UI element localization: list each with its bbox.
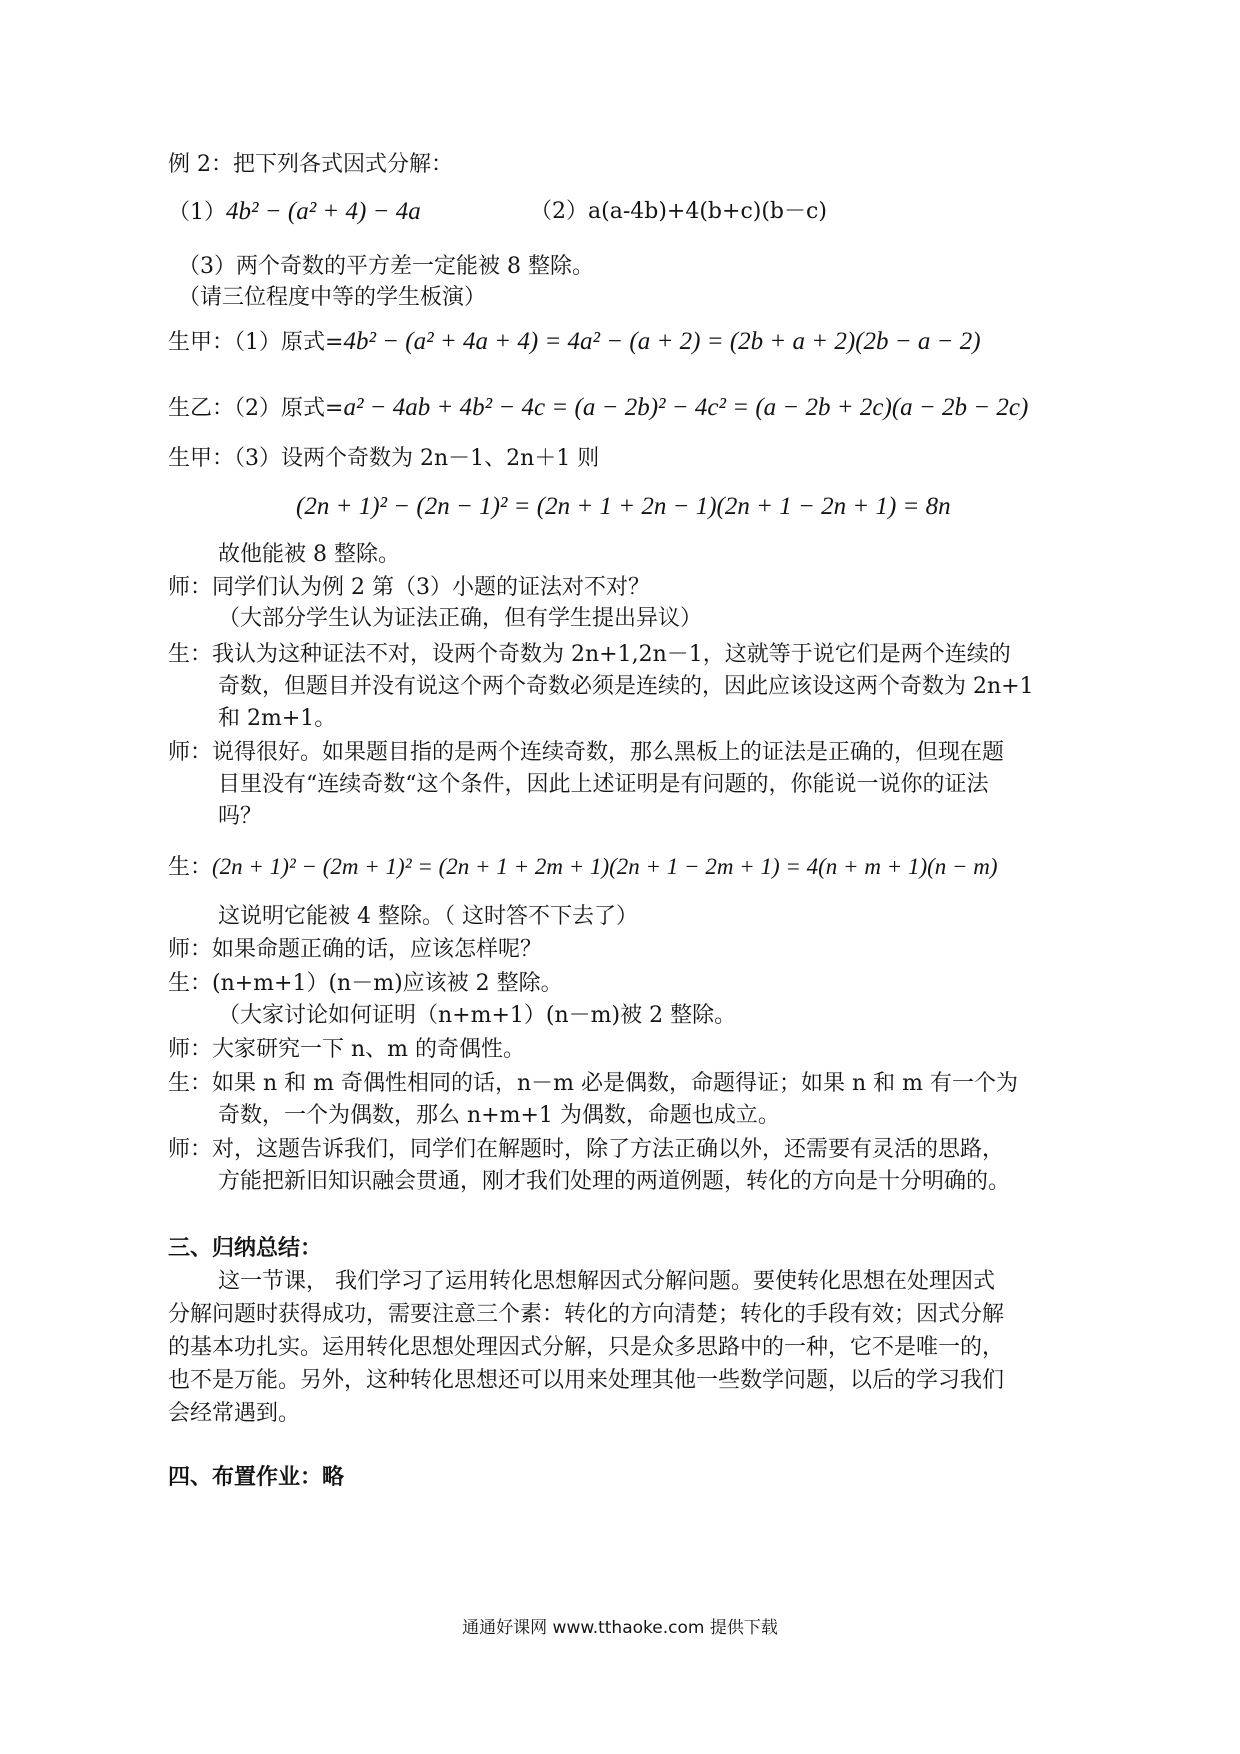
- solution-2: [168, 393, 1028, 424]
- question-2: （2）a(a-4b)+4(b+c)(b－c): [530, 199, 827, 224]
- question-3: （3）两个奇数的平方差一定能被 8 整除。: [178, 254, 594, 279]
- summary-line-2: 分解问题时获得成功，需要注意三个素：转化的方向清楚；转化的手段有效；因式分解: [168, 1302, 1005, 1327]
- solution-1-expression: 4b² − (a² + 4a + 4) = 4a² − (a + 2) = (2b + a + 2)(2b − a − 2): [343, 328, 981, 355]
- dialogue-note-1: （大部分学生认为证法正确，但有学生提出异议）: [218, 606, 703, 631]
- dialogue-student-3b: （大家讨论如何证明（n+m+1）(n－m)被 2 整除。: [218, 1003, 737, 1028]
- summary-heading: 三、归纳总结：: [168, 1236, 323, 1261]
- dialogue-teacher-2c: 吗？: [218, 804, 263, 829]
- solution-3-conclusion: 故他能被 8 整除。: [218, 542, 400, 567]
- page-footer: 通通好课网 www.tthaoke.com 提供下载: [462, 1618, 778, 1638]
- dialogue-student-4a: 生：如果 n 和 m 奇偶性相同的话，n－m 必是偶数，命题得证；如果 n 和 m 有一个为: [168, 1071, 1019, 1096]
- dialogue-teacher-4: 师：大家研究一下 n、m 的奇偶性。: [168, 1037, 526, 1062]
- board-note: （请三位程度中等的学生板演）: [178, 285, 487, 310]
- dialogue-student-2-expression: (2n + 1)² − (2m + 1)² = (2n + 1 + 2m + 1)(2n + 1 − 2m + 1) = 4(n + m + 1)(n − m): [212, 854, 998, 879]
- summary-line-1: 这一节课， 我们学习了运用转化思想解因式分解问题。要使转化思想在处理因式: [218, 1269, 995, 1294]
- solution-1-prefix: 生甲：（1）原式=: [168, 330, 344, 355]
- dialogue-student-1a: 生：我认为这种证法不对，设两个奇数为 2n+1,2n－1，这就等于说它们是两个连续的: [168, 642, 1011, 667]
- solution-3-line: 生甲：（3）设两个奇数为 2n－1、2n＋1 则: [168, 446, 600, 471]
- question-1: [168, 197, 421, 228]
- dialogue-student-4b: 奇数，一个为偶数，那么 n+m+1 为偶数，命题也成立。: [218, 1103, 780, 1128]
- solution-3-expression: (2n + 1)² − (2n − 1)² = (2n + 1 + 2n − 1)(2n + 1 − 2n + 1) = 8n: [296, 493, 951, 520]
- dialogue-teacher-1: 师：同学们认为例 2 第（3）小题的证法对不对？: [168, 575, 650, 600]
- dialogue-teacher-2b: 目里没有“连续奇数“这个条件，因此上述证明是有问题的，你能说一说你的证法: [218, 772, 989, 797]
- example-title: 例 2：把下列各式因式分解：: [168, 152, 453, 177]
- solution-1: [168, 327, 981, 358]
- dialogue-teacher-2a: 师：说得很好。如果题目指的是两个连续奇数，那么黑板上的证法是正确的，但现在题: [168, 740, 1005, 765]
- dialogue-teacher-5a: 师：对，这题告诉我们，同学们在解题时，除了方法正确以外，还需要有灵活的思路，: [168, 1137, 1005, 1162]
- dialogue-student-2-prefix: 生：: [168, 855, 213, 880]
- solution-2-expression: a² − 4ab + 4b² − 4c = (a − 2b)² − 4c² = (a − 2b + 2c)(a − 2b − 2c): [343, 394, 1029, 421]
- dialogue-student-1c: 和 2m+1。: [218, 706, 337, 731]
- question-1-label: （1）: [168, 200, 226, 225]
- summary-line-5: 会经常遇到。: [168, 1401, 301, 1426]
- dialogue-student-2: [168, 852, 998, 883]
- summary-line-3: 的基本功扎实。运用转化思想处理因式分解，只是众多思路中的一种，它不是唯一的，: [168, 1335, 1005, 1360]
- dialogue-student-3a: 生：(n+m+1）(n－m)应该被 2 整除。: [168, 971, 563, 996]
- dialogue-student-2b: 这说明它能被 4 整除。（ 这时答不下去了）: [218, 904, 638, 929]
- question-1-expression: 4b² − (a² + 4) − 4a: [226, 198, 421, 225]
- summary-line-4: 也不是万能。另外，这种转化思想还可以用来处理其他一些数学问题，以后的学习我们: [168, 1368, 1005, 1393]
- dialogue-student-1b: 奇数，但题目并没有说这个两个奇数必须是连续的，因此应该设这两个奇数为 2n+1: [218, 674, 1034, 699]
- dialogue-teacher-3: 师：如果命题正确的话，应该怎样呢？: [168, 937, 543, 962]
- homework-heading: 四、布置作业：略: [168, 1465, 345, 1490]
- solution-2-prefix: 生乙：（2）原式=: [168, 396, 344, 421]
- dialogue-teacher-5b: 方能把新旧知识融会贯通，刚才我们处理的两道例题，转化的方向是十分明确的。: [218, 1169, 1011, 1194]
